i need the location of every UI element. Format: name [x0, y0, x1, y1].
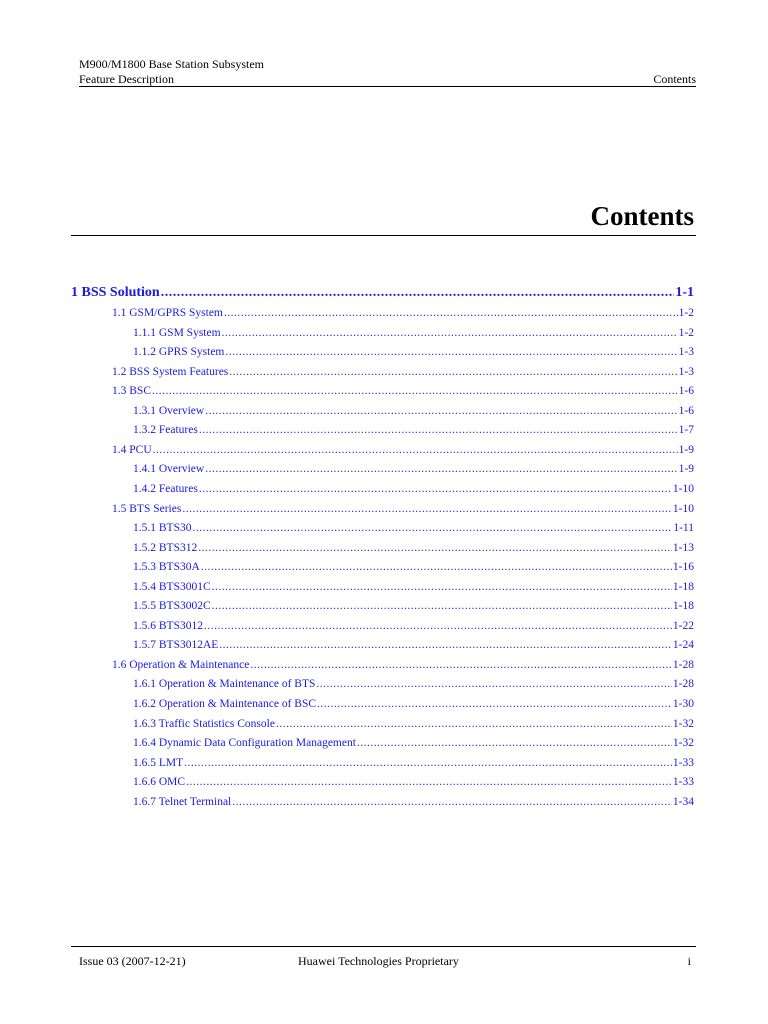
toc-leader-dots	[357, 737, 672, 749]
toc-entry[interactable]	[71, 285, 694, 303]
toc-entry[interactable]	[112, 307, 694, 322]
toc-leader-dots	[317, 698, 672, 710]
header-section: Contents	[653, 72, 696, 86]
toc-leader-dots	[205, 463, 677, 475]
toc-entry-page: 1-6	[678, 404, 694, 417]
toc-entry-label: 1.2 BSS System Features	[112, 365, 229, 378]
toc-leader-dots	[212, 581, 672, 593]
footer-page-number: i	[687, 954, 691, 968]
header-product: M900/M1800 Base Station Subsystem	[79, 57, 265, 71]
toc-entry-page: 1-3	[678, 365, 694, 378]
toc-entry-label: 1.5.1 BTS30	[133, 522, 192, 535]
toc-entry-page: 1-2	[678, 307, 694, 319]
toc-entry[interactable]	[133, 522, 694, 537]
toc-entry[interactable]	[133, 600, 694, 615]
toc-leader-dots	[224, 307, 678, 319]
toc-entry-label: 1.6.5 LMT	[133, 756, 184, 769]
toc-entry-label: 1.4.2 Features	[133, 482, 198, 495]
toc-leader-dots	[184, 757, 672, 769]
toc-entry-label: 1.5.5 BTS3002C	[133, 600, 211, 613]
footer-owner: Huawei Technologies Proprietary	[298, 954, 459, 968]
toc-leader-dots	[161, 285, 675, 301]
toc-entry-page: 1-13	[672, 541, 694, 554]
toc-entry-label: 1.6.1 Operation & Maintenance of BTS	[133, 678, 316, 691]
toc-entry[interactable]	[133, 463, 694, 478]
toc-entry-label: 1.6 Operation & Maintenance	[112, 658, 250, 671]
toc-entry[interactable]	[133, 405, 694, 420]
toc-entry-page: 1-28	[672, 658, 694, 671]
toc-leader-dots	[192, 522, 672, 534]
toc-entry-label: 1.3.2 Features	[133, 424, 198, 437]
toc-entry[interactable]	[112, 503, 694, 518]
toc-entry-label: 1.4 PCU	[112, 443, 152, 456]
toc-entry[interactable]	[112, 659, 694, 674]
toc-entry[interactable]	[133, 483, 694, 498]
toc-entry-label: 1.5.3 BTS30A	[133, 561, 200, 574]
toc-entry[interactable]	[133, 757, 694, 772]
toc-entry-label: 1.5.6 BTS3012	[133, 619, 203, 632]
toc-leader-dots	[201, 561, 672, 573]
toc-entry-page: 1-6	[678, 385, 694, 398]
page-title: Contents	[590, 201, 694, 231]
toc-entry-label: 1.1 GSM/GPRS System	[112, 307, 223, 319]
toc-entry-page: 1-3	[678, 346, 694, 359]
toc-leader-dots	[250, 659, 672, 671]
toc-entry[interactable]	[133, 346, 694, 361]
toc-entry[interactable]	[133, 796, 694, 811]
toc-entry-label: 1.5.2 BTS312	[133, 541, 198, 554]
toc-leader-dots	[229, 366, 677, 378]
toc-leader-dots	[222, 327, 678, 339]
toc-leader-dots	[219, 639, 672, 651]
toc-entry-label: 1.6.4 Dynamic Data Configuration Management	[133, 737, 356, 750]
toc-leader-dots	[225, 346, 677, 358]
toc-entry-label: 1.6.3 Traffic Statistics Console	[133, 717, 275, 730]
toc-entry-label: 1.6.6 OMC	[133, 776, 186, 789]
toc-entry-label: 1.3.1 Overview	[133, 404, 205, 417]
toc-leader-dots	[316, 678, 672, 690]
toc-leader-dots	[153, 444, 678, 456]
toc-entry[interactable]	[112, 366, 694, 381]
toc-entry[interactable]	[133, 776, 694, 791]
toc-entry[interactable]	[133, 620, 694, 635]
toc-entry-page: 1-24	[672, 639, 694, 652]
toc-entry[interactable]	[133, 698, 694, 713]
toc-entry[interactable]	[133, 678, 694, 693]
toc-entry[interactable]	[133, 424, 694, 439]
toc-leader-dots	[186, 776, 672, 788]
toc-entry-label: 1.5 BTS Series	[112, 502, 182, 515]
toc-entry-page: 1-18	[672, 600, 694, 613]
header-doc-type: Feature Description	[79, 72, 174, 86]
toc-entry-page: 1-9	[678, 463, 694, 476]
toc-entry-label: 1 BSS Solution	[71, 285, 160, 300]
page-header	[79, 57, 696, 87]
toc-entry-label: 1.1.1 GSM System	[133, 326, 221, 339]
footer-divider	[71, 946, 696, 947]
toc-leader-dots	[199, 424, 678, 436]
toc-entry-page: 1-32	[672, 737, 694, 750]
toc-entry[interactable]	[133, 639, 694, 654]
toc-entry-label: 1.6.2 Operation & Maintenance of BSC	[133, 698, 317, 710]
toc-entry[interactable]	[133, 327, 694, 342]
header-divider	[79, 86, 696, 87]
toc-entry-page: 1-10	[672, 502, 694, 515]
toc-leader-dots	[276, 718, 672, 730]
toc-entry[interactable]	[133, 718, 694, 733]
toc-entry-page: 1-11	[673, 522, 694, 535]
toc-leader-dots	[199, 483, 672, 495]
toc-leader-dots	[212, 600, 672, 612]
toc-entry-page: 1-34	[672, 795, 694, 808]
toc-entry[interactable]	[133, 737, 694, 752]
toc-entry[interactable]	[133, 542, 694, 557]
toc-entry-page: 1-2	[678, 326, 694, 339]
toc-leader-dots	[205, 405, 677, 417]
toc-entry-page: 1-22	[672, 619, 694, 632]
toc-entry-page: 1-28	[672, 678, 694, 691]
title-divider	[71, 235, 696, 236]
toc-entry-page: 1-9	[678, 443, 694, 456]
toc-entry[interactable]	[112, 444, 694, 459]
toc-entry-label: 1.4.1 Overview	[133, 463, 205, 476]
toc-leader-dots	[182, 503, 672, 515]
toc-entry-page: 1-16	[672, 561, 694, 574]
toc-entry-page: 1-7	[678, 424, 694, 437]
toc-leader-dots	[198, 542, 672, 554]
toc-entry-label: 1.3 BSC	[112, 385, 151, 398]
toc-entry-page: 1-33	[672, 776, 694, 789]
toc-entry-page: 1-32	[672, 717, 694, 730]
toc-entry-page: 1-10	[672, 482, 694, 495]
toc-entry-page: 1-30	[672, 698, 694, 710]
toc-leader-dots	[204, 620, 672, 632]
toc-leader-dots	[232, 796, 672, 808]
toc-entry-label: 1.1.2 GPRS System	[133, 346, 225, 359]
toc-entry-page: 1-33	[672, 756, 694, 769]
toc-entry[interactable]	[133, 561, 694, 576]
footer-issue: Issue 03 (2007-12-21)	[79, 954, 186, 968]
toc-entry-label: 1.5.7 BTS3012AE	[133, 639, 219, 652]
toc-entry[interactable]	[112, 385, 694, 400]
toc-leader-dots	[152, 385, 678, 397]
toc-entry-label: 1.6.7 Telnet Terminal	[133, 795, 232, 808]
toc-entry-page: 1-1	[675, 285, 694, 300]
toc-entry[interactable]	[133, 581, 694, 596]
toc-entry-page: 1-18	[672, 580, 694, 593]
toc-entry-label: 1.5.4 BTS3001C	[133, 580, 211, 593]
